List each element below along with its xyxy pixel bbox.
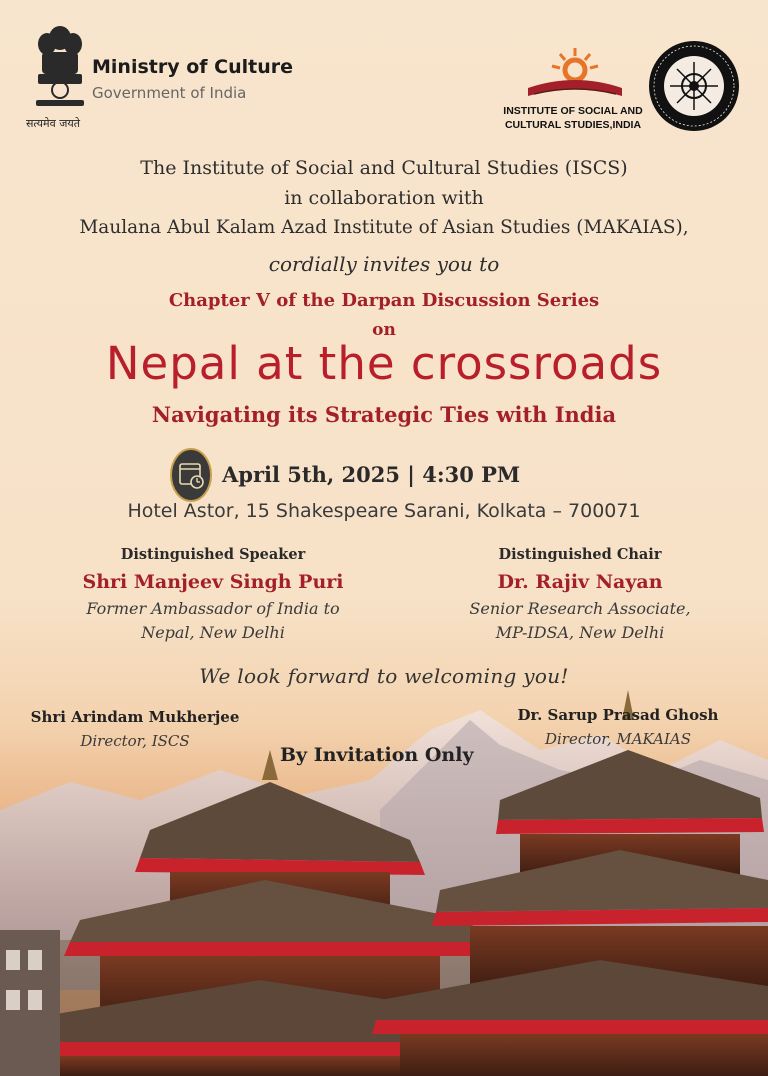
speaker-desc-line1: Former Ambassador of India to	[86, 599, 340, 618]
speaker-role: Distinguished Speaker	[120, 546, 306, 563]
iscs-name-line2: CULTURAL STUDIES,INDIA	[504, 119, 642, 131]
intro-line3: Maulana Abul Kalam Azad Institute of Asian Studies (MAKAIAS),	[79, 217, 689, 238]
iscs-logo-icon	[520, 44, 630, 104]
event-title: Nepal at the crossroads	[105, 337, 663, 390]
speaker-name: Shri Manjeev Singh Puri	[82, 571, 344, 593]
intro-line2: in collaboration with	[284, 187, 484, 209]
chair-desc-line1: Senior Research Associate,	[469, 599, 691, 618]
national-emblem-icon	[30, 22, 90, 112]
chair-role: Distinguished Chair	[498, 546, 662, 563]
invitation-only-note: By Invitation Only	[280, 744, 474, 766]
director-name: Shri Arindam Mukherjee	[30, 708, 240, 726]
iscs-name	[498, 104, 648, 132]
ministry-subtitle: Government of India	[92, 84, 247, 102]
director-makaias	[498, 706, 738, 748]
speaker-desc-line2: Nepal, New Delhi	[141, 623, 285, 642]
on-word: on	[372, 320, 396, 340]
calendar-icon	[170, 448, 212, 502]
event-date-time: April 5th, 2025 | 4:30 PM	[222, 462, 521, 487]
director-name: Dr. Sarup Prasad Ghosh	[517, 706, 719, 724]
chapter-heading: Chapter V of the Darpan Discussion Series	[168, 290, 600, 311]
chair-desc-line2: MP-IDSA, New Delhi	[495, 623, 665, 642]
speaker-block	[68, 546, 358, 645]
intro-line1: The Institute of Social and Cultural Studies (ISCS)	[140, 157, 628, 179]
welcome-message: We look forward to welcoming you!	[199, 664, 569, 688]
director-role: Director, ISCS	[80, 732, 190, 750]
event-venue: Hotel Astor, 15 Shakespeare Sarani, Kolkata – 700071	[127, 500, 641, 522]
ministry-title: Ministry of Culture	[92, 56, 294, 78]
chair-block	[430, 546, 730, 645]
director-role: Director, MAKAIAS	[544, 730, 692, 748]
emblem-motto: सत्यमेव जयते	[26, 117, 81, 130]
invite-line: cordially invites you to	[268, 252, 500, 276]
chair-name: Dr. Rajiv Nayan	[497, 571, 663, 593]
makaias-logo-icon	[648, 40, 740, 132]
iscs-name-line1: INSTITUTE OF SOCIAL AND	[503, 105, 643, 117]
event-subtitle: Navigating its Strategic Ties with India	[151, 402, 617, 427]
director-iscs	[30, 708, 240, 750]
